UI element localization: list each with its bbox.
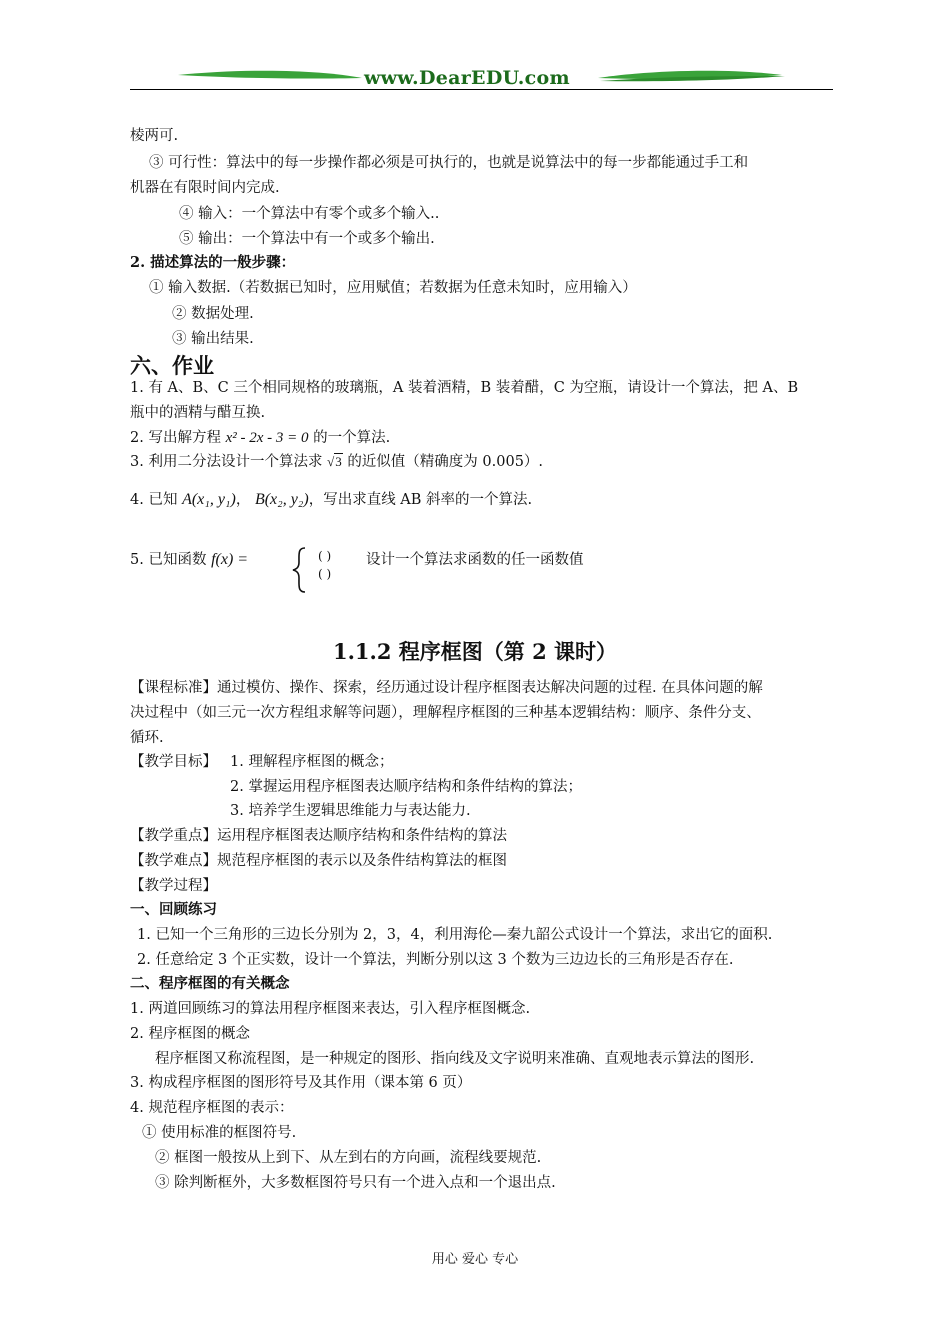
text-line: ② 数据处理. xyxy=(172,306,254,322)
equation: x² - 2x - 3 = 0 xyxy=(225,430,309,446)
section-title: 1.1.2 程序框图（第 2 课时） xyxy=(332,639,617,664)
case-1: ( ) xyxy=(318,549,332,563)
section-heading-homework: 六、作业 xyxy=(130,353,214,378)
point-a: A(x₁, y₁) xyxy=(182,491,236,508)
subheading: 2. 描述算法的一般步骤： xyxy=(130,254,296,271)
text-line: 棱两可. xyxy=(130,128,179,144)
text-line: 【课程标准】通过模仿、操作、探索，经历通过设计程序框图表达解决问题的过程. 在具体问题的解 xyxy=(130,680,763,696)
text-line: 2. 掌握运用程序框图表达顺序结构和条件结构的算法； xyxy=(230,779,582,795)
text-line: 程序框图又称流程图，是一种规定的图形、指向线及文字说明来准确、直观地表示算法的图形. xyxy=(155,1051,755,1067)
homework-item-3: 3. 利用二分法设计一个算法求 √3 的近似值（精确度为 0.005）. xyxy=(130,454,544,470)
text-line: 4. 规范程序框图的表示： xyxy=(130,1100,294,1116)
text-line: 3. 培养学生逻辑思维能力与表达能力. xyxy=(230,803,471,819)
text-line: 瓶中的酒精与醋互换. xyxy=(130,405,266,421)
text-line: 1. 理解程序框图的概念； xyxy=(230,754,394,770)
header-site-name: www.DearEDU.com xyxy=(364,67,570,89)
text-line: 循环. xyxy=(130,730,164,746)
text-line: 机器在有限时间内完成. xyxy=(130,180,280,196)
page-footer: 用心 爱心 专心 xyxy=(431,1252,519,1267)
text-line: 1. 有 A、B、C 三个相同规格的玻璃瓶，A 装着酒精，B 装着醋，C 为空瓶，请设计一个算法，把 A、B xyxy=(130,380,799,396)
text-line: 3. 构成程序框图的图形符号及其作用（课本第 6 页） xyxy=(130,1075,472,1091)
text-line: 1. 两道回顾练习的算法用程序框图来表达，引入程序框图概念. xyxy=(130,1001,531,1017)
text-line: ③ 输出结果. xyxy=(172,331,254,347)
text-line: 【教学重点】运用程序框图表达顺序结构和条件结构的算法 xyxy=(130,828,507,844)
text-line: ① 输入数据.（若数据已知时，应用赋值；若数据为任意未知时，应用输入） xyxy=(149,280,637,296)
text-line: ② 框图一般按从上到下、从左到右的方向画，流程线要规范. xyxy=(155,1150,542,1166)
case-2: ( ) xyxy=(318,567,332,581)
text-line: ④ 输入：一个算法中有零个或多个输入.. xyxy=(179,206,440,222)
text-line: 决过程中（如三元一次方程组求解等问题），理解程序框图的三种基本逻辑结构：顺序、条件分支、 xyxy=(130,705,761,721)
text-line: 1. 已知一个三角形的三边长分别为 2，3，4，利用海伦—秦九韶公式设计一个算法，求出它的面积. xyxy=(137,927,773,943)
text-line: 【教学过程】 xyxy=(130,878,217,894)
sqrt-expression: √3 xyxy=(327,454,342,469)
text-line: 2. 程序框图的概念 xyxy=(130,1026,250,1042)
subheading: 二、程序框图的有关概念 xyxy=(130,975,290,992)
homework-item-4: 4. 已知 A(x₁, y₁)， B(x₂, y₂)，写出求直线 AB 斜率的一个算法. xyxy=(130,491,533,508)
homework-item-5: 5. 已知函数 f(x) = xyxy=(130,551,249,568)
text-line: 设计一个算法求函数的任一函数值 xyxy=(366,552,584,568)
point-b: B(x₂, y₂) xyxy=(254,491,309,508)
header-rule xyxy=(130,89,833,90)
function-f: f(x) = xyxy=(211,551,249,568)
text-line: 【教学难点】规范程序框图的表示以及条件结构算法的框图 xyxy=(130,853,507,869)
homework-item-2: 2. 写出解方程 x² - 2x - 3 = 0 的一个算法. xyxy=(130,430,391,446)
goal-label: 【教学目标】 xyxy=(130,754,217,770)
text-line: ③ 除判断框外，大多数框图符号只有一个进入点和一个退出点. xyxy=(155,1175,556,1191)
subheading: 一、回顾练习 xyxy=(130,901,217,918)
text-line: 2. 任意给定 3 个正实数，设计一个算法，判断分别以这 3 个数为三边边长的三角形是否存在. xyxy=(137,952,734,968)
text-line: ⑤ 输出：一个算法中有一个或多个输出. xyxy=(179,231,435,247)
text-line: ③ 可行性：算法中的每一步操作都必须是可执行的，也就是说算法中的每一步都能通过手工和 xyxy=(149,155,749,171)
text-line: ① 使用标准的框图符号. xyxy=(142,1125,297,1141)
brace-icon xyxy=(290,546,310,594)
